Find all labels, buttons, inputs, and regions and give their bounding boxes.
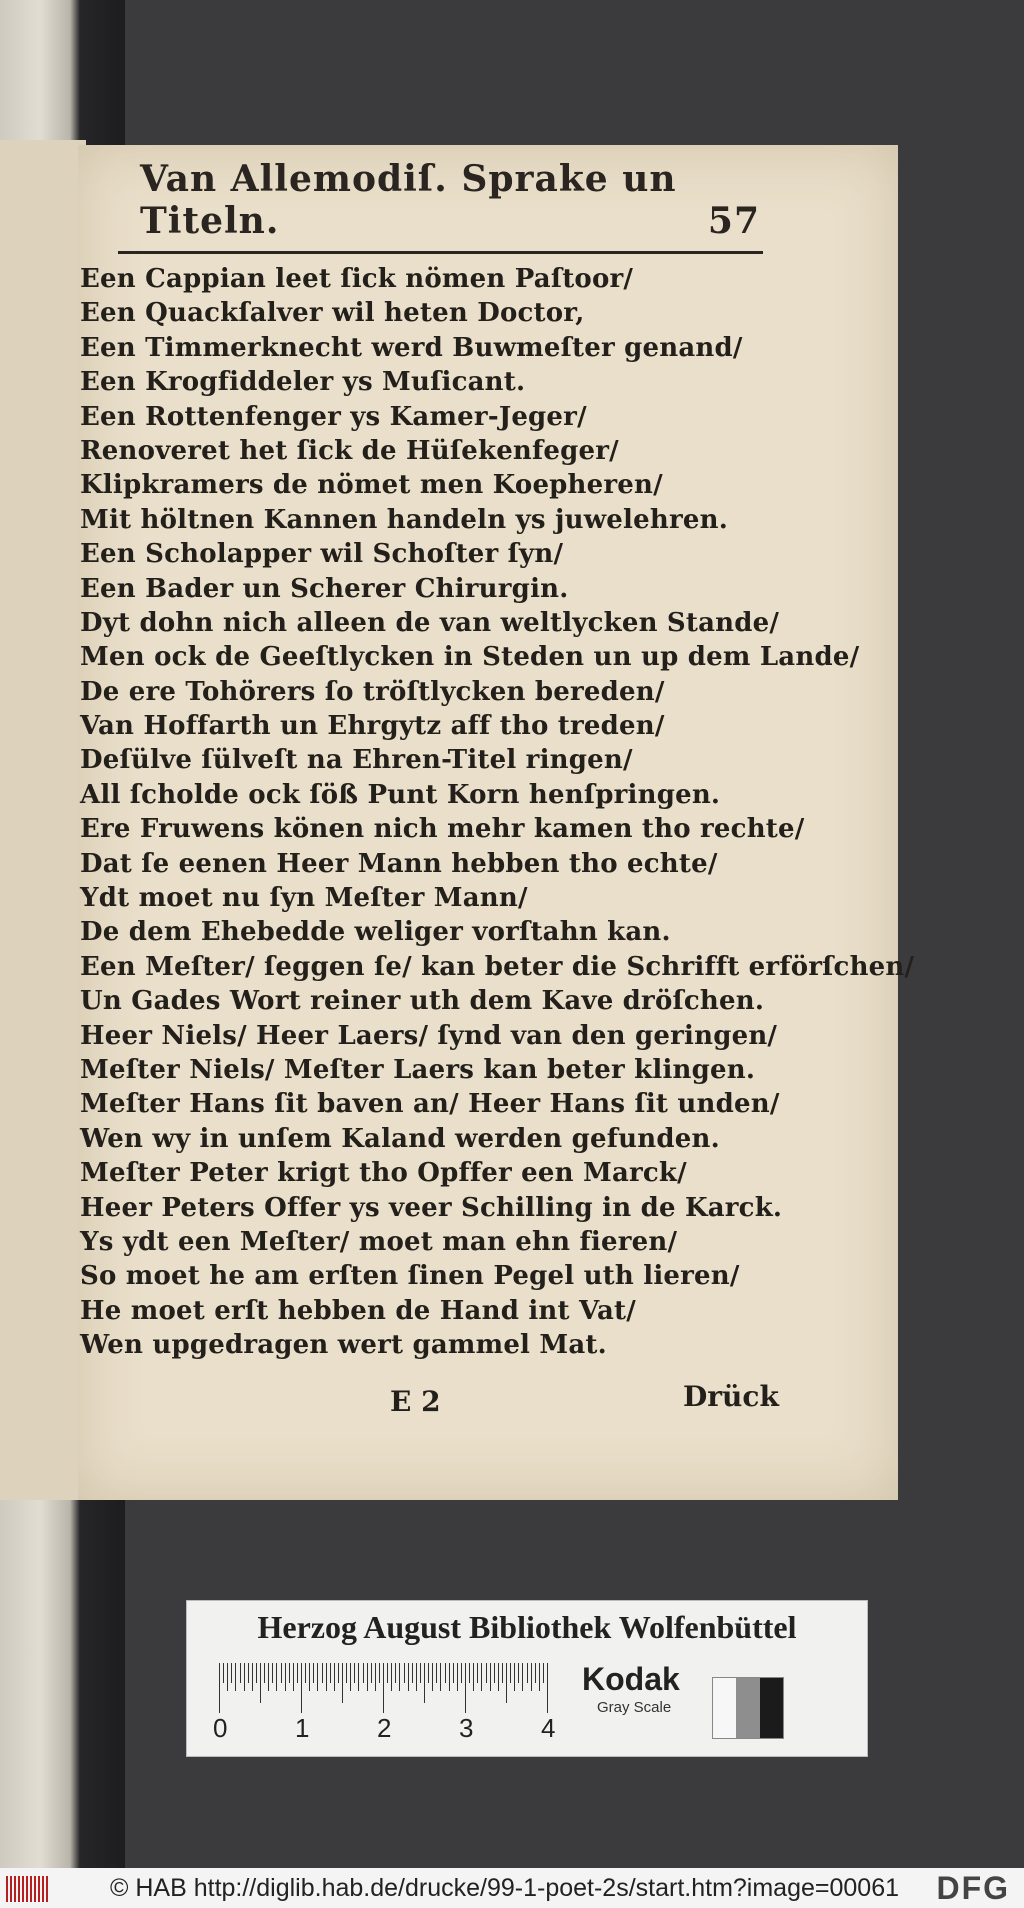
ruler-tick xyxy=(305,1663,306,1683)
ruler-tick xyxy=(342,1663,343,1703)
ruler-tick xyxy=(256,1663,257,1683)
ruler-tick xyxy=(399,1663,400,1691)
ruler-number: 3 xyxy=(459,1713,474,1743)
text-line: Heer Peters Offer ys veer Schilling in de Karck. xyxy=(80,1192,783,1223)
text-line: All ſcholde ock ſöß Punt Korn henſpringen. xyxy=(80,779,721,810)
ruler-tick xyxy=(420,1663,421,1683)
ruler-tick xyxy=(477,1663,478,1683)
text-line: Dat ſe eenen Heer Mann hebben tho echte/ xyxy=(80,848,718,879)
ruler-tick xyxy=(375,1663,376,1691)
text-line: Klipkramers de nömet men Koepheren/ xyxy=(80,470,663,501)
ruler-tick xyxy=(268,1663,269,1691)
text-line: De ere Tohörers ſo tröſtlycken bereden/ xyxy=(80,676,665,707)
text-line: Een Rottenfenger ys Kamer-Jeger/ xyxy=(80,401,587,432)
ruler-tick xyxy=(281,1663,282,1683)
ruler-tick xyxy=(285,1663,286,1691)
ruler-tick xyxy=(297,1663,298,1683)
ruler-tick xyxy=(317,1663,318,1691)
ruler-tick xyxy=(363,1663,364,1683)
text-line: Ere Fruwens könen nich mehr kamen tho rechte/ xyxy=(80,814,805,845)
ruler-tick xyxy=(522,1663,523,1691)
ruler-tick xyxy=(276,1663,277,1691)
ruler-tick xyxy=(244,1663,245,1691)
ruler-tick xyxy=(309,1663,310,1691)
ruler-tick xyxy=(272,1663,273,1683)
ruler-tick xyxy=(354,1663,355,1683)
ruler-tick xyxy=(379,1663,380,1683)
footer-bar xyxy=(0,1868,1024,1908)
text-line: Heer Niels/ Heer Laers/ ſynd van den geringen/ xyxy=(80,1020,778,1051)
ruler-tick xyxy=(383,1663,384,1713)
ruler-tick xyxy=(527,1663,528,1683)
ruler-tick xyxy=(223,1663,224,1683)
ruler-tick xyxy=(301,1663,302,1713)
text-line: Ys ydt een Meſter/ moet man ehn fieren/ xyxy=(80,1226,678,1257)
ruler-tick xyxy=(486,1663,487,1683)
ruler-tick xyxy=(350,1663,351,1691)
ruler-tick xyxy=(465,1663,466,1713)
text-line: Een Meſter/ ſeggen ſe/ kan beter die Schrifft erförſchen/ xyxy=(80,951,915,982)
signature-mark: E 2 xyxy=(390,1385,441,1418)
ruler-tick xyxy=(260,1663,261,1703)
ruler-tick xyxy=(358,1663,359,1691)
text-line: Dyt dohn nich alleen de van weltlycken Stande/ xyxy=(80,607,780,638)
gray-scale-text: Gray Scale xyxy=(597,1699,672,1716)
dfg-logo: DFG xyxy=(936,1870,1010,1906)
ruler-tick xyxy=(330,1663,331,1683)
gray-swatch xyxy=(712,1677,784,1739)
text-line: Ydt moet nu ſyn Meſter Mann/ xyxy=(80,883,528,914)
library-label xyxy=(186,1600,868,1757)
text-line: Een Krogfiddeler ys Muſicant. xyxy=(80,367,526,398)
ruler-tick xyxy=(535,1663,536,1683)
ruler-tick xyxy=(428,1663,429,1683)
ruler-tick xyxy=(440,1663,441,1691)
ruler-tick xyxy=(371,1663,372,1683)
ruler-number: 1 xyxy=(295,1713,310,1743)
ruler-tick xyxy=(346,1663,347,1683)
running-head-title: Van Allemodiſ. Sprake un Titeln. xyxy=(140,158,677,242)
ruler-tick xyxy=(432,1663,433,1691)
ruler-tick xyxy=(322,1663,323,1683)
ruler-tick xyxy=(367,1663,368,1691)
ruler-tick xyxy=(469,1663,470,1683)
ruler-tick xyxy=(481,1663,482,1691)
ruler-tick xyxy=(289,1663,290,1683)
text-line: Een Cappian leet ſick nömen Paſtoor/ xyxy=(80,264,634,294)
ruler-tick xyxy=(416,1663,417,1691)
ruler-tick xyxy=(490,1663,491,1691)
text-line: He moet erſt hebben de Hand int Vat/ xyxy=(80,1295,636,1326)
ruler-tick xyxy=(293,1663,294,1691)
ruler-tick xyxy=(264,1663,265,1683)
ruler-tick xyxy=(235,1663,236,1691)
ruler-tick xyxy=(404,1663,405,1683)
ruler-tick xyxy=(453,1663,454,1683)
text-line: Wen upgedragen wert gammel Mat. xyxy=(80,1330,607,1361)
ruler-tick xyxy=(498,1663,499,1691)
ruler-tick xyxy=(338,1663,339,1683)
text-line: Van Hoffarth un Ehrgytz aff tho treden/ xyxy=(80,711,665,742)
text-line: Meſter Peter krigt tho Opffer een Marck/ xyxy=(80,1158,687,1189)
ruler-tick xyxy=(506,1663,507,1703)
text-line: Mit höltnen Kannen handeln ys juwelehren. xyxy=(80,504,728,535)
catchword: Drück xyxy=(683,1380,779,1413)
text-line: Een Quackſalver wil heten Doctor, xyxy=(80,298,585,329)
ruler-tick xyxy=(395,1663,396,1683)
text-line: Een Bader un Scherer Chirurgin. xyxy=(80,573,569,604)
text-line: Een Scholapper wil Schoſter ſyn/ xyxy=(80,539,564,570)
ruler-tick xyxy=(436,1663,437,1683)
ruler-number: 2 xyxy=(377,1713,392,1743)
credit-link[interactable]: © HAB http://diglib.hab.de/drucke/99-1-poet-2s/start.htm?image=00061 xyxy=(110,1874,900,1902)
text-line: Meſter Niels/ Meſter Laers kan beter klingen. xyxy=(80,1054,756,1085)
ruler-tick xyxy=(547,1663,548,1713)
kodak-brand: Kodak xyxy=(582,1661,680,1697)
ruler-number: 4 xyxy=(541,1713,556,1743)
ruler-tick xyxy=(531,1663,532,1691)
ruler-tick xyxy=(248,1663,249,1683)
running-head xyxy=(140,158,760,242)
text-line: Meſter Hans ſit baven an/ Heer Hans ſit unden/ xyxy=(80,1089,780,1120)
ruler-tick xyxy=(449,1663,450,1691)
ruler-tick xyxy=(219,1663,220,1713)
ruler-tick xyxy=(510,1663,511,1683)
text-line: So moet he am erſten ſinen Pegel uth lieren/ xyxy=(80,1261,740,1292)
label-title: Herzog August Bibliothek Wolfenbüttel xyxy=(257,1609,797,1645)
ruler-tick xyxy=(461,1663,462,1683)
page-text xyxy=(80,262,915,1363)
ruler-tick xyxy=(231,1663,232,1683)
text-line: Deſülve ſülveſt na Ehren-Titel ringen/ xyxy=(80,745,633,776)
ruler-tick xyxy=(412,1663,413,1683)
ruler-tick xyxy=(408,1663,409,1691)
text-line: De dem Ehebedde weliger vorſtahn kan. xyxy=(80,917,671,948)
ruler-tick xyxy=(514,1663,515,1691)
text-line: Men ock de Geeſtlycken in Steden un up dem Lande/ xyxy=(80,642,860,673)
ruler-tick xyxy=(227,1663,228,1691)
text-line: Un Gades Wort reiner uth dem Kave dröſchen. xyxy=(80,986,765,1017)
ruler-tick xyxy=(326,1663,327,1691)
ruler-tick xyxy=(445,1663,446,1683)
ruler-tick xyxy=(543,1663,544,1683)
ruler-tick xyxy=(518,1663,519,1683)
ruler-tick xyxy=(494,1663,495,1683)
ruler-number: 0 xyxy=(213,1713,228,1743)
ruler-tick xyxy=(539,1663,540,1691)
text-line: Een Timmerknecht werd Buwmeſter genand/ xyxy=(80,332,743,363)
head-rule xyxy=(118,251,763,254)
ruler-tick xyxy=(457,1663,458,1691)
page-number: 57 xyxy=(707,200,760,242)
ruler-tick xyxy=(334,1663,335,1691)
ruler-tick xyxy=(252,1663,253,1691)
ruler-tick xyxy=(424,1663,425,1703)
ruler-tick xyxy=(502,1663,503,1683)
ruler-scale xyxy=(219,1663,559,1715)
ruler-tick xyxy=(387,1663,388,1683)
ruler-tick xyxy=(313,1663,314,1683)
text-line: Renoveret het ſick de Hüſekenfeger/ xyxy=(80,435,619,466)
barcode-icon xyxy=(6,1876,48,1902)
ruler-tick xyxy=(473,1663,474,1691)
ruler-tick xyxy=(391,1663,392,1691)
facing-page-edge xyxy=(0,140,86,1500)
text-line: Wen wy in unſem Kaland werden gefunden. xyxy=(80,1123,720,1154)
ruler-tick xyxy=(240,1663,241,1683)
